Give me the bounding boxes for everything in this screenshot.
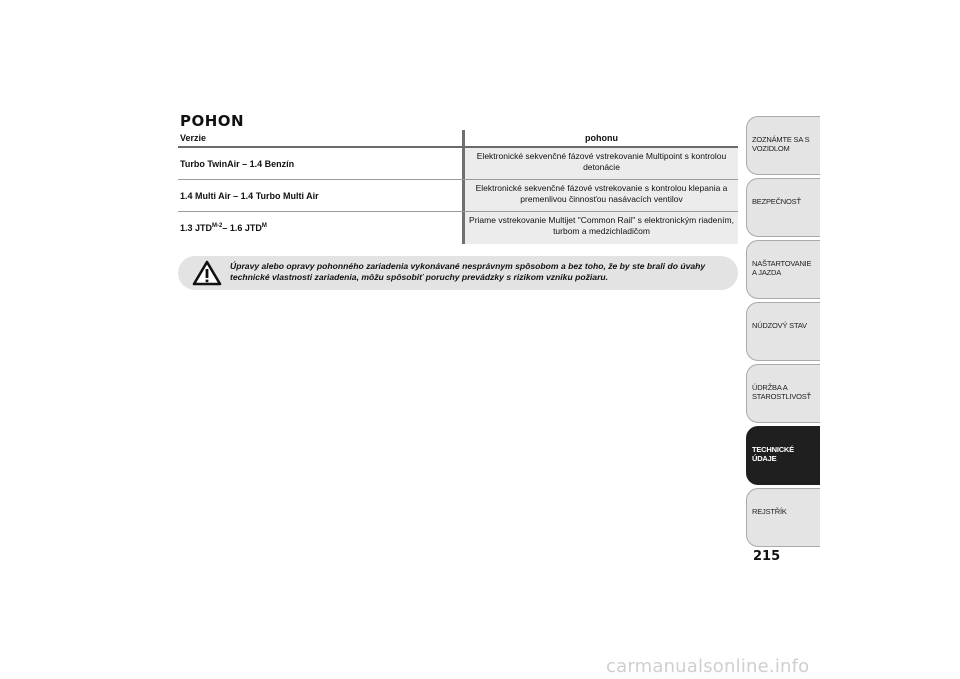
- tab-bezpecnost[interactable]: BEZPEČNOSŤ: [746, 178, 820, 237]
- version-text: 1.4 Multi Air – 1.4 Turbo Multi Air: [180, 191, 319, 201]
- tab-rejstrik[interactable]: REJSTŘÍK: [746, 488, 820, 547]
- tab-nudzovy-stav[interactable]: NÚDZOVÝ STAV: [746, 302, 820, 361]
- chapter-tab-nav: [746, 116, 820, 546]
- row-version: [178, 212, 465, 244]
- row-version: [178, 148, 465, 179]
- warning-triangle-icon: [192, 260, 222, 286]
- table-row: [178, 212, 738, 244]
- version-text-mid: – 1.6 JTD: [222, 223, 262, 233]
- tab-nastartovanie-a-jazda[interactable]: NAŠTARTOVANIE A JAZDA: [746, 240, 820, 299]
- tab-zoznamte-sa-s-vozidlom[interactable]: ZOZNÁMTE SA S VOZIDLOM: [746, 116, 820, 175]
- warning-text: Úpravy alebo opravy pohonného zariadenia vykonávané nesprávnym spôsobom a bez toho, že by ste brali do úvahy technické vlastnosti zariadenia, môžu spôsobiť poruchy prevádzky s rizikom vzniku požiaru.: [230, 261, 706, 282]
- warning-box: [178, 256, 738, 290]
- table-header-row: [178, 130, 738, 148]
- section-title: POHON: [180, 112, 245, 130]
- row-drive: Elektronické sekvenčné fázové vstrekovanie s kontrolou klepania a premenlivou činnosťou nasávacích ventilov: [465, 180, 738, 211]
- version-subscript-a: M-2: [212, 223, 223, 229]
- row-drive: Priame vstrekovanie Multijet "Common Rail" s elektronickým riadením, turbom a medzichladičom: [465, 212, 738, 244]
- header-drive: pohonu: [585, 132, 618, 143]
- table-row: [178, 148, 738, 180]
- version-text: Turbo TwinAir – 1.4 Benzín: [180, 159, 295, 169]
- row-version: [178, 180, 465, 211]
- drive-spec-table: [178, 130, 738, 244]
- version-text-a: 1.3 JTD: [180, 223, 213, 233]
- row-drive: Elektronické sekvenčné fázové vstrekovanie Multipoint s kontrolou detonácie: [465, 148, 738, 179]
- watermark-text: carmanualsonline.info: [606, 656, 810, 677]
- page-number: 215: [753, 549, 781, 564]
- version-subscript-b: M: [261, 223, 267, 229]
- table-row: [178, 180, 738, 212]
- tab-technicke-udaje[interactable]: TECHNICKÉ ÚDAJE: [746, 426, 820, 485]
- tab-udrzba-a-starostlivost[interactable]: ÚDRŽBA A STAROSTLIVOSŤ: [746, 364, 820, 423]
- header-version: Verzie: [178, 130, 465, 146]
